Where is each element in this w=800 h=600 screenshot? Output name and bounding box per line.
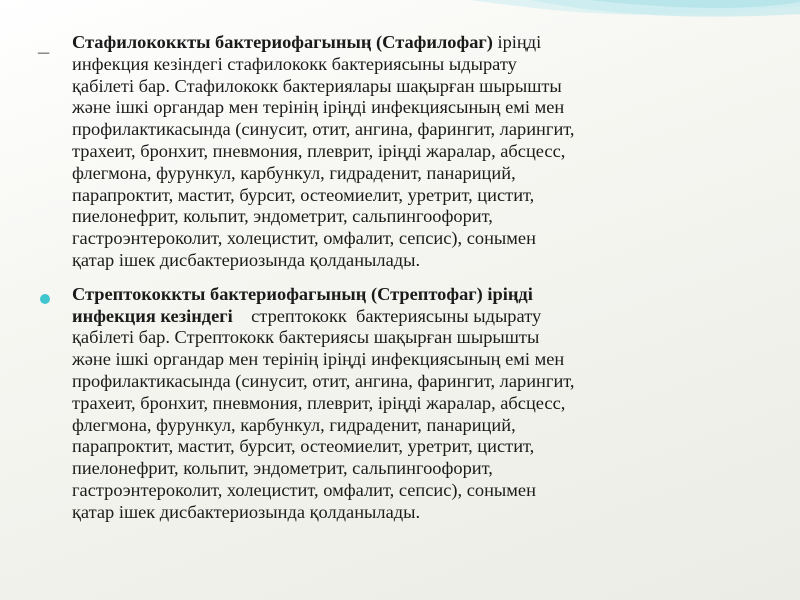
paragraph-streptophage <box>38 284 778 524</box>
text-line: профилактикасында (синусит, отит, ангина, фарингит, ларингит, <box>72 370 575 391</box>
text-line: қатар ішек дисбактериозында қолданылады. <box>72 501 421 522</box>
text-line: флегмона, фурункул, карбункул, гидраденит, панариций, <box>72 162 516 183</box>
text-line: трахеит, бронхит, пневмония, плеврит, іріңді жаралар, абсцесс, <box>72 140 566 161</box>
text-line: пиелонефрит, кольпит, эндометрит, сальпингоофорит, <box>72 458 493 479</box>
bold-lead-continued: инфекция кезіндегі <box>72 305 233 326</box>
text-line: инфекция кезіндегі стафилококк бактериясыны ыдырату <box>72 53 517 74</box>
text-line: қатар ішек дисбактериозында қолданылады. <box>72 249 421 270</box>
text-line: гастроэнтероколит, холецистит, омфалит, сепсис), сонымен <box>72 228 536 249</box>
text-line: қабілеті бар. Стафилококк бактериялары шақырған шырышты <box>72 75 562 96</box>
slide-content <box>38 32 778 524</box>
bold-lead: Стафилококкты бактериофагының (Стафилофаг) <box>72 32 493 52</box>
text-line: және ішкі органдар мен терінің іріңді инфекциясының емі мен <box>72 349 565 370</box>
text-line: гастроэнтероколит, холецистит, омфалит, сепсис), сонымен <box>72 479 536 500</box>
text-line: қабілеті бар. Стрептококк бактериясы шақырған шырышты <box>72 327 540 348</box>
text-line: парапроктит, мастит, бурсит, остеомиелит, уретрит, цистит, <box>72 436 535 457</box>
bold-lead: Стрептококкты бактериофагының (Стрептофаг) іріңді <box>72 283 533 304</box>
text-line: профилактикасында (синусит, отит, ангина, фарингит, ларингит, <box>72 119 575 140</box>
text-line: инфекция кезіндегі стрептококк бактериясыны ыдырату <box>72 305 542 326</box>
text-line: пиелонефрит, кольпит, эндометрит, сальпингоофорит, <box>72 206 493 227</box>
text-line: парапроктит, мастит, бурсит, остеомиелит, уретрит, цистит, <box>72 184 535 205</box>
dash-bullet: _ <box>38 34 50 56</box>
text-line: Стафилококкты бактериофагының (Стафилофаг) іріңді <box>72 32 542 52</box>
text-line: флегмона, фурункул, карбункул, гидраденит, панариций, <box>72 414 516 435</box>
paragraph-text <box>72 32 778 272</box>
text-line: трахеит, бронхит, пневмония, плеврит, іріңді жаралар, абсцесс, <box>72 392 566 413</box>
paragraph-staphylophage <box>38 32 778 272</box>
paragraph-text <box>72 284 778 524</box>
text-line: және ішкі органдар мен терінің іріңді инфекциясының емі мен <box>72 97 565 118</box>
round-bullet-icon <box>40 294 50 304</box>
